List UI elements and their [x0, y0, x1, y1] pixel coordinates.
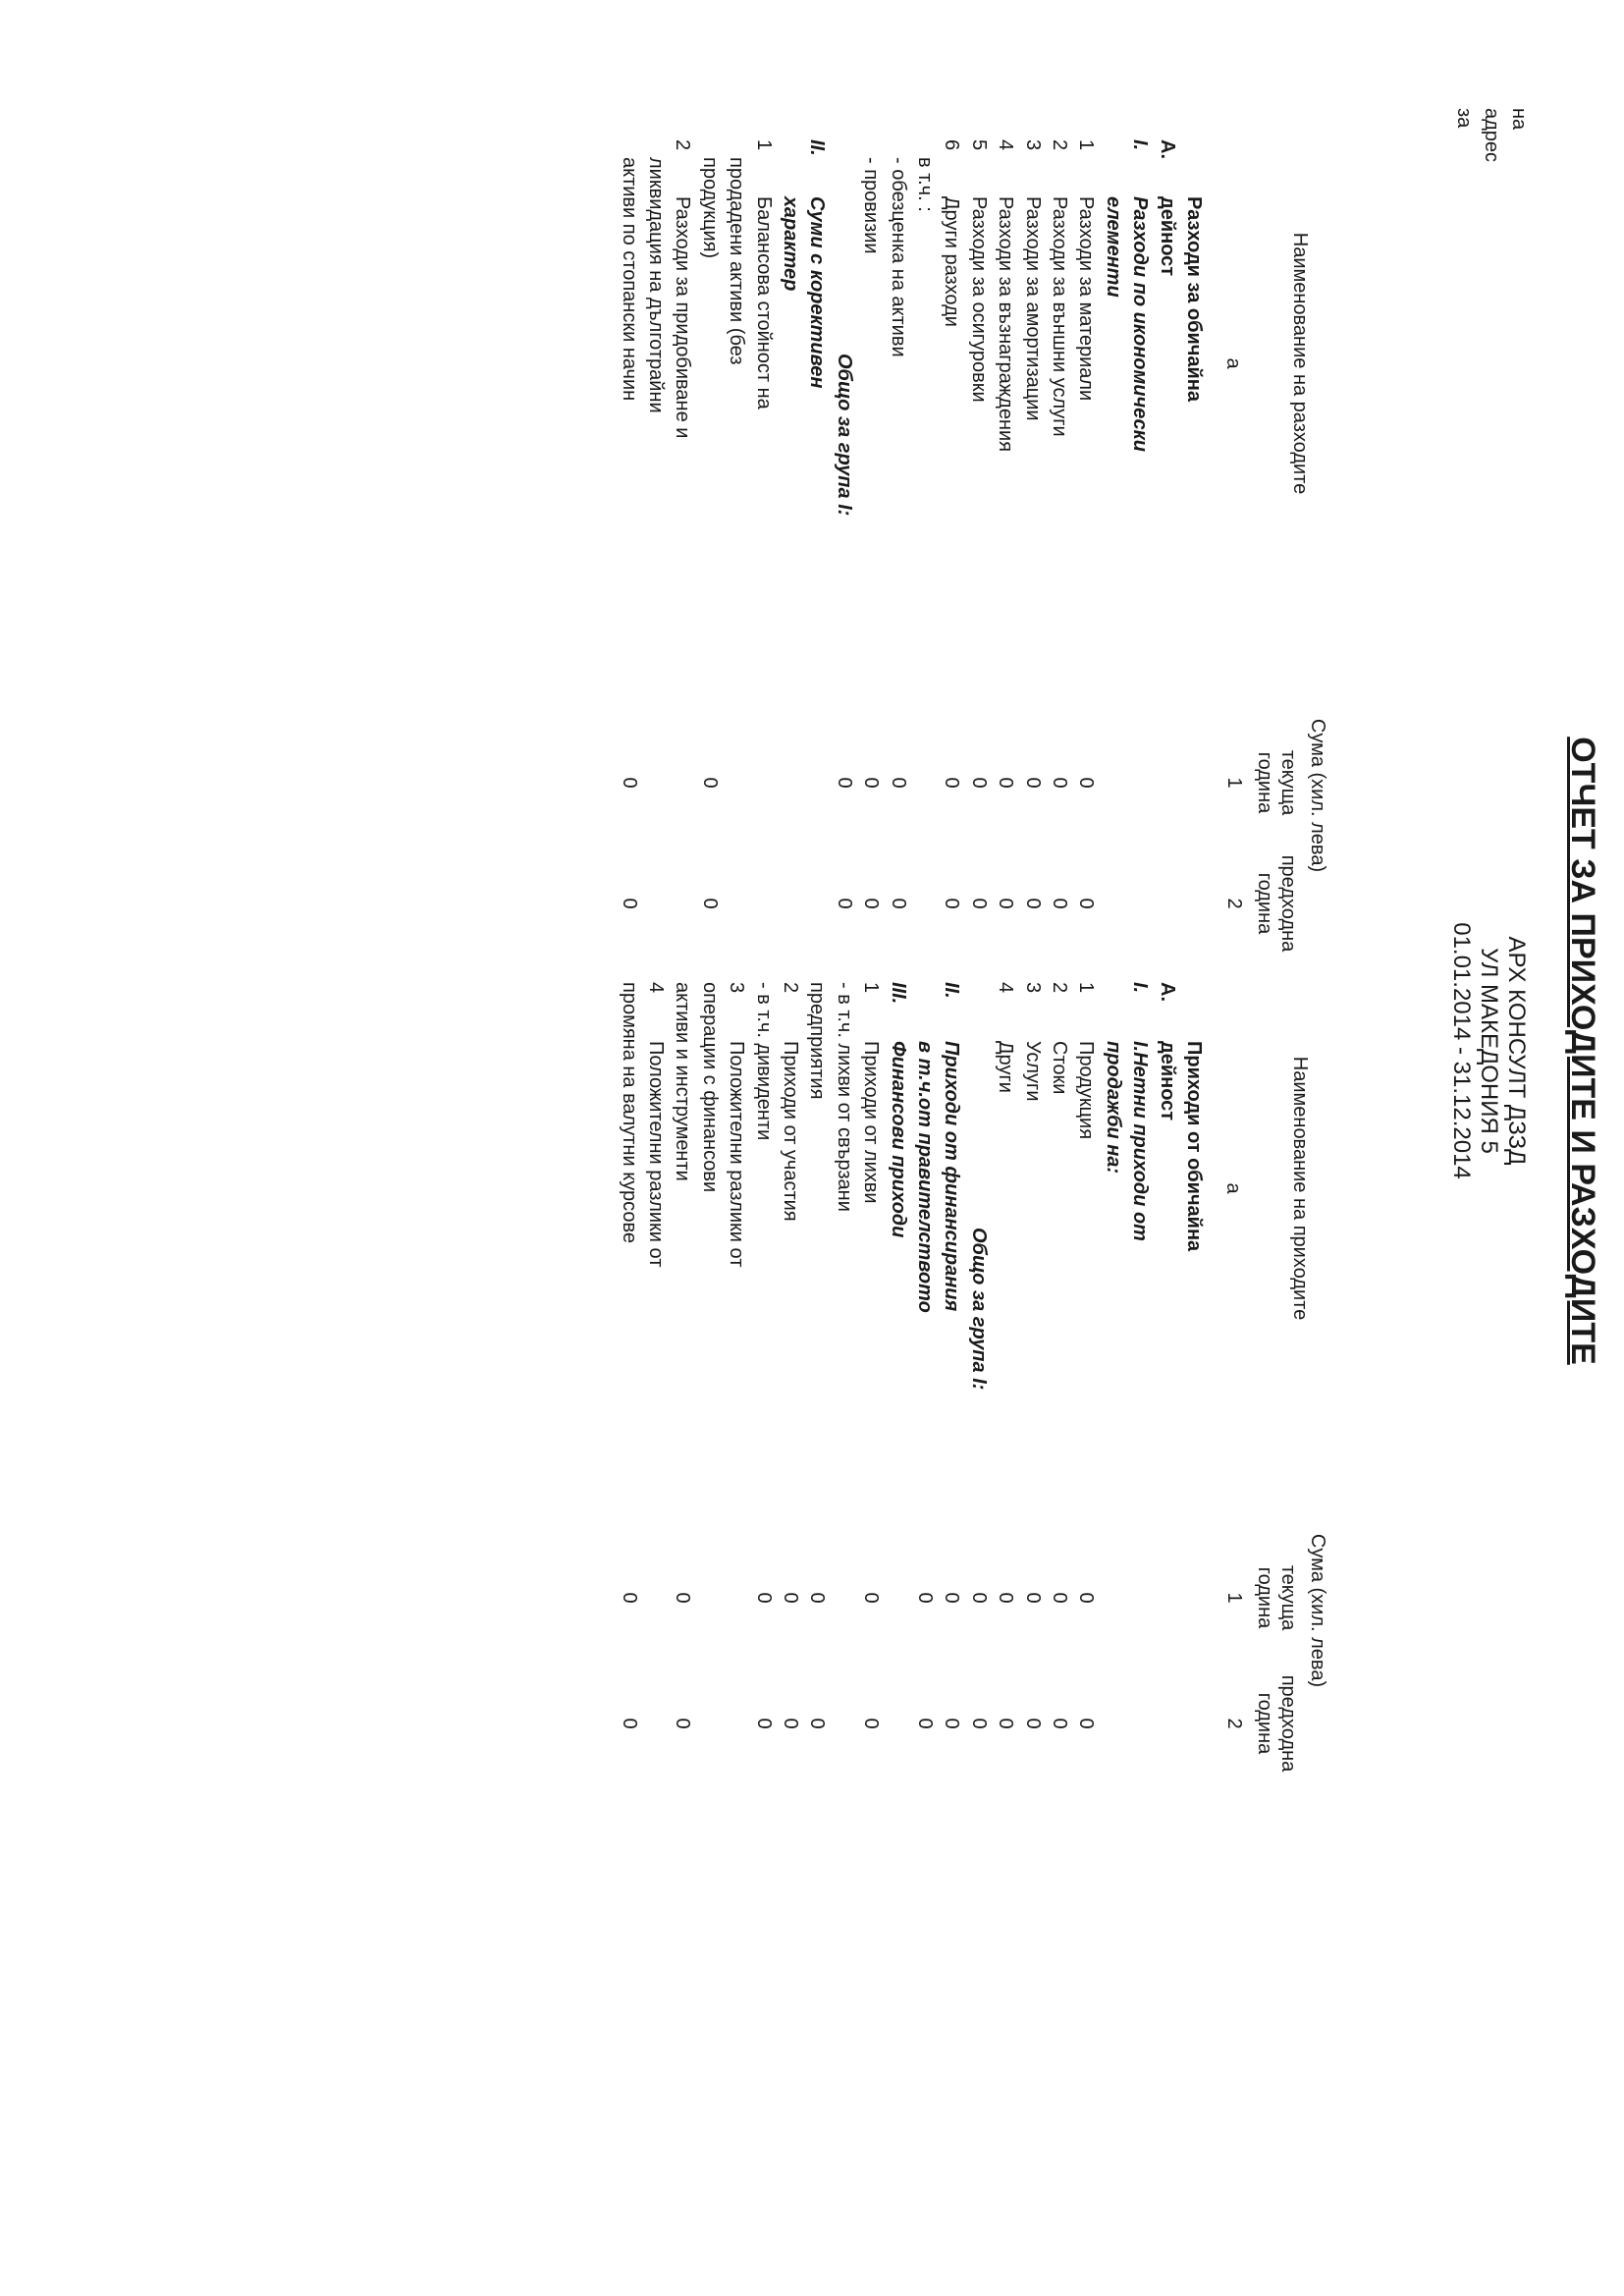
- expenses-previous-value: 0: [967, 898, 990, 909]
- income-row-code: 4: [645, 982, 667, 994]
- expenses-row-label: продадени активи (без: [726, 157, 748, 365]
- income-row-label: дейност: [1156, 1041, 1178, 1121]
- report-period: 01.01.2014 - 31.12.2014: [1448, 922, 1475, 1179]
- expenses-row-label: в т.ч. :: [914, 157, 936, 212]
- income-row-label: активи и инструменти: [672, 982, 694, 1181]
- expenses-row-label: продукция): [698, 157, 721, 259]
- expenses-row-label: Разходи за възнаграждения: [995, 196, 1017, 453]
- expenses-row-code: 6: [941, 139, 963, 151]
- income-current-value: 0: [672, 1592, 694, 1604]
- income-row-label: в т.ч.от правителството: [914, 1041, 936, 1313]
- income-row-label: операции с финансови: [698, 982, 721, 1193]
- income-current-value: 0: [860, 1592, 883, 1604]
- expenses-row-label: ликвидация на дълготрайни: [645, 157, 667, 413]
- income-previous-value: 0: [941, 1718, 963, 1729]
- expenses-col-a: а: [1222, 357, 1244, 369]
- income-previous-value: 0: [1049, 1718, 1070, 1729]
- income-col-2: 2: [1223, 1718, 1245, 1729]
- expenses-row-label: Разходи за външни услуги: [1049, 196, 1070, 437]
- expenses-row-label: Разходи за материали: [1075, 196, 1098, 402]
- expenses-col-current: текуща година: [1254, 749, 1299, 816]
- income-row-code: III.: [887, 982, 909, 1005]
- income-row-code: 4: [995, 982, 1017, 994]
- income-col-name: Наименование на приходите: [1289, 1056, 1311, 1321]
- income-previous-value: 0: [1075, 1718, 1098, 1729]
- expenses-current-value: 0: [995, 777, 1017, 789]
- expenses-row-code: 1: [752, 139, 775, 151]
- income-row-label: предприятия: [806, 982, 829, 1100]
- income-col-previous: предходна година: [1254, 1674, 1299, 1773]
- expenses-row-label: Разходи по икономически: [1129, 196, 1152, 453]
- income-previous-value: 0: [672, 1718, 694, 1729]
- income-row-code: 3: [726, 982, 748, 994]
- expenses-row-code: II.: [806, 139, 829, 156]
- expenses-row-label: Разходи за осигуровки: [967, 196, 990, 403]
- income-row-label: - в т.ч. лихви от свързани: [833, 982, 855, 1212]
- expenses-row-code: 5: [967, 139, 990, 151]
- expenses-row-label: - обезценка на активи: [887, 157, 909, 357]
- income-current-value: 0: [806, 1592, 829, 1604]
- income-row-label: Приходи от лихви: [860, 1041, 883, 1204]
- income-previous-value: 0: [1021, 1718, 1044, 1729]
- expenses-row-label: елементи: [1102, 196, 1124, 298]
- expenses-previous-value: 0: [995, 898, 1017, 909]
- income-row-code: 2: [780, 982, 801, 994]
- expenses-row-label: Разходи за амортизации: [1021, 196, 1044, 421]
- income-row-label: Приходи от финансирания: [941, 1041, 963, 1312]
- expenses-current-value: 0: [967, 777, 990, 789]
- income-row-label: Положителни разлики от: [645, 1041, 667, 1268]
- income-row-code: II.: [941, 982, 963, 999]
- expenses-current-value: 0: [1021, 777, 1044, 789]
- income-previous-value: 0: [995, 1718, 1017, 1729]
- income-previous-value: 0: [752, 1718, 775, 1729]
- expenses-current-value: 0: [618, 777, 640, 789]
- income-current-value: 0: [780, 1592, 801, 1604]
- expenses-row-label: Други разходи: [941, 196, 963, 327]
- label-address: адрес: [1481, 108, 1502, 163]
- income-row-label: Положителни разлики от: [726, 1041, 748, 1268]
- report-title: ОТЧЕТ ЗА ПРИХОДИТЕ И РАЗХОДИТЕ: [1564, 737, 1601, 1365]
- income-row-code: 2: [1049, 982, 1070, 994]
- expenses-col-2: 2: [1223, 898, 1245, 909]
- income-current-value: 0: [1021, 1592, 1044, 1604]
- income-current-value: 0: [1075, 1592, 1098, 1604]
- income-row-code: 1: [1075, 982, 1098, 994]
- income-current-value: 0: [967, 1592, 990, 1604]
- expenses-row-label: Балансова стойност на: [752, 196, 775, 410]
- income-row-code: 3: [1021, 982, 1044, 994]
- income-previous-value: 0: [967, 1718, 990, 1729]
- expenses-row-label: - провизии: [860, 157, 883, 254]
- expenses-previous-value: 0: [698, 898, 721, 909]
- income-col-current: текуща година: [1254, 1564, 1299, 1631]
- income-row-label: Други: [995, 1041, 1017, 1093]
- expenses-row-label: Разходи за придобиване и: [672, 196, 694, 439]
- expenses-current-value: 0: [860, 777, 883, 789]
- expenses-row-code: 3: [1021, 139, 1044, 151]
- income-previous-value: 0: [618, 1718, 640, 1729]
- expenses-row-code: 1: [1075, 139, 1098, 151]
- income-col-sum: Сума (хил. лева): [1307, 1533, 1328, 1688]
- expenses-previous-value: 0: [1021, 898, 1044, 909]
- expenses-previous-value: 0: [618, 898, 640, 909]
- income-previous-value: 0: [914, 1718, 936, 1729]
- expenses-previous-value: 0: [887, 898, 909, 909]
- expenses-current-value: 0: [887, 777, 909, 789]
- expenses-row-code: А.: [1156, 139, 1178, 159]
- expenses-current-value: 0: [833, 777, 855, 789]
- income-row-code: А.: [1156, 982, 1178, 1002]
- expenses-current-value: 0: [1049, 777, 1070, 789]
- income-current-value: 0: [1049, 1592, 1070, 1604]
- company-name: АРХ КОНСУЛТ ДЗЗД: [1503, 936, 1530, 1166]
- income-group-total-label: Общо за група I:: [967, 1228, 990, 1391]
- income-row-label: промяна на валутни курсове: [618, 982, 640, 1243]
- expenses-row-label: дейност: [1156, 196, 1178, 277]
- income-row-label: Приходи от обичайна: [1183, 1041, 1205, 1252]
- income-row-code: I.: [1129, 982, 1152, 994]
- expenses-row-label: характер: [780, 196, 801, 292]
- income-row-label: Приходи от участия: [780, 1041, 801, 1222]
- expenses-row-code: I.: [1129, 139, 1152, 151]
- expenses-previous-value: 0: [1049, 898, 1070, 909]
- label-na: на: [1508, 108, 1530, 131]
- company-address: УЛ МАКЕДОНИЯ 5: [1476, 948, 1502, 1154]
- income-row-label: продажби на:: [1102, 1041, 1124, 1175]
- expenses-current-value: 0: [1075, 777, 1098, 789]
- expenses-row-label: Разходи за обичайна: [1183, 196, 1205, 402]
- income-previous-value: 0: [780, 1718, 801, 1729]
- income-col-a: а: [1222, 1182, 1244, 1194]
- expenses-col-sum: Сума (хил. лева): [1307, 718, 1328, 873]
- expenses-previous-value: 0: [833, 898, 855, 909]
- expenses-col-previous: предходна година: [1254, 854, 1299, 953]
- income-previous-value: 0: [860, 1718, 883, 1729]
- label-za: за: [1453, 108, 1475, 129]
- income-row-label: Финансови приходи: [887, 1041, 909, 1238]
- expenses-row-code: 2: [1049, 139, 1070, 151]
- expenses-group-total-label: Общо за група I:: [833, 354, 855, 517]
- expenses-current-value: 0: [941, 777, 963, 789]
- income-col-1: 1: [1223, 1592, 1245, 1604]
- expenses-row-code: 2: [672, 139, 694, 151]
- expenses-previous-value: 0: [1075, 898, 1098, 909]
- income-current-value: 0: [618, 1592, 640, 1604]
- expenses-row-label: активи по стопански начин: [618, 157, 640, 402]
- expenses-previous-value: 0: [941, 898, 963, 909]
- income-row-code: 1: [860, 982, 883, 994]
- income-row-label: Стоки: [1049, 1041, 1070, 1095]
- income-current-value: 0: [752, 1592, 775, 1604]
- income-current-value: 0: [941, 1592, 963, 1604]
- expenses-row-code: 4: [995, 139, 1017, 151]
- expenses-current-value: 0: [698, 777, 721, 789]
- income-previous-value: 0: [806, 1718, 829, 1729]
- income-row-label: Услуги: [1021, 1041, 1044, 1102]
- income-row-label: - в т.ч. дивиденти: [752, 982, 775, 1141]
- expenses-col-1: 1: [1223, 777, 1245, 789]
- expenses-col-name: Наименование на разходите: [1289, 232, 1311, 495]
- expenses-previous-value: 0: [860, 898, 883, 909]
- income-current-value: 0: [995, 1592, 1017, 1604]
- income-row-label: I.Нетни приходи от: [1129, 1041, 1152, 1241]
- income-current-value: 0: [914, 1592, 936, 1604]
- expenses-row-label: Суми с корективен: [806, 196, 829, 389]
- income-row-label: Продукция: [1075, 1041, 1098, 1140]
